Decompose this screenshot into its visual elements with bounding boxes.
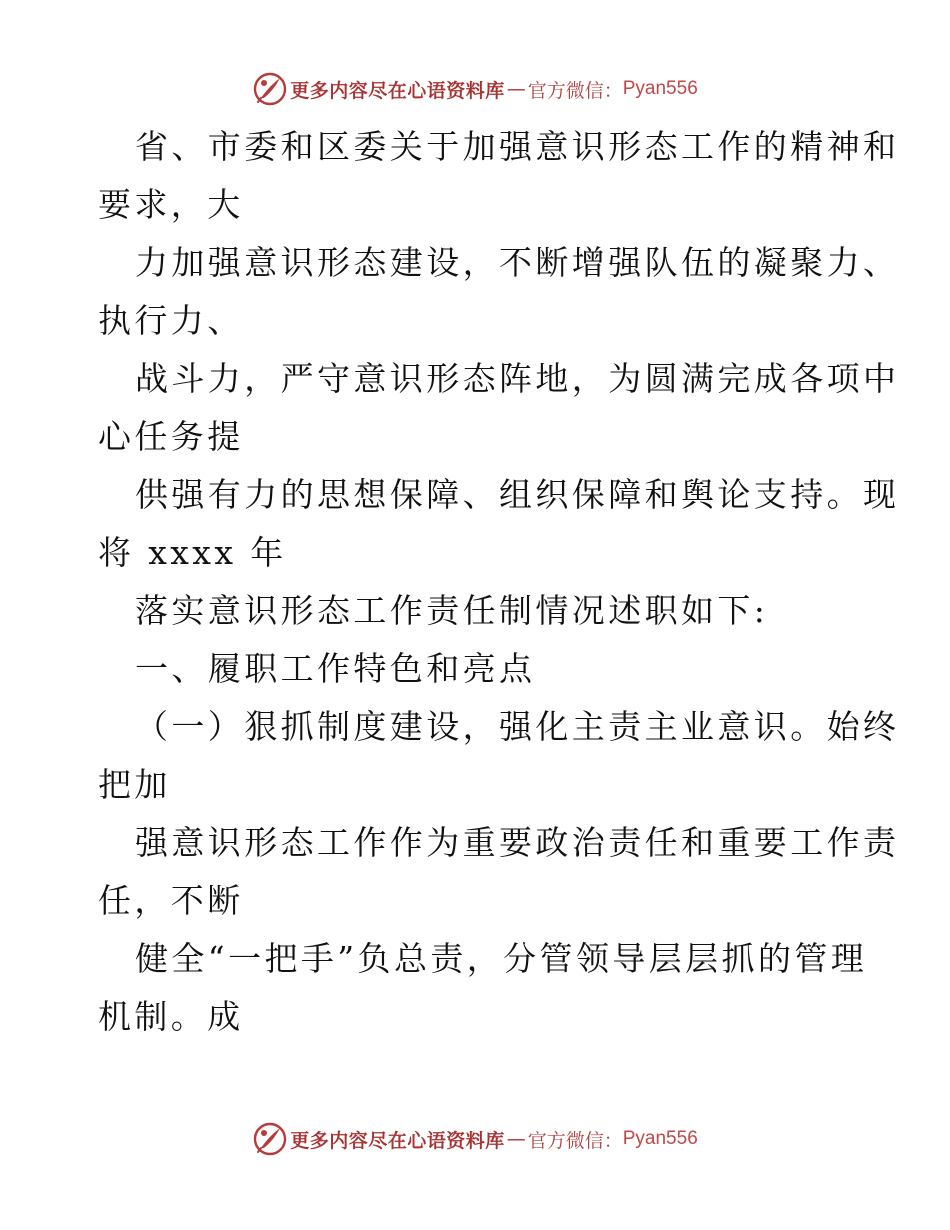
- text-line: 力加强意识形态建设，不断增强队伍的凝聚力、: [135, 243, 900, 282]
- text-line: 强意识形态工作作为重要政治责任和重要工作责: [135, 823, 900, 862]
- header-watermark: [0, 69, 950, 109]
- text-line: 落实意识形态工作责任制情况述职如下:: [135, 591, 769, 630]
- text-line: 任，不断: [98, 881, 244, 920]
- watermark-label: 官方微信：: [527, 79, 623, 102]
- watermark-separator: —: [506, 1128, 526, 1150]
- watermark-label: 官方微信：: [527, 1129, 623, 1152]
- text-line: 战斗力，严守意识形态阵地，为圆满完成各项中: [135, 359, 900, 398]
- text-line: 机制。成: [98, 997, 244, 1036]
- text-line: 健全“一把手”负总责，分管领导层层抓的管理: [135, 939, 868, 978]
- red-quill-logo-icon: [252, 1121, 288, 1157]
- text-line: 将 xxxx 年: [98, 533, 287, 572]
- watermark-site-text: 更多内容尽在心语资料库: [290, 79, 505, 102]
- watermark-wechat-id: Pyan556: [622, 78, 698, 99]
- text-line: 一、履职工作特色和亮点: [135, 649, 536, 688]
- document-body: [98, 118, 900, 1046]
- text-line: 心任务提: [98, 417, 244, 456]
- text-line: 供强有力的思想保障、组织保障和舆论支持。现: [135, 475, 900, 514]
- text-line: 把加: [98, 765, 171, 804]
- watermark-wechat-id: Pyan556: [622, 1128, 698, 1149]
- text-line: 执行力、: [98, 301, 244, 340]
- footer-watermark: [0, 1119, 950, 1159]
- text-line: （一）狠抓制度建设，强化主责主业意识。始终: [135, 707, 900, 746]
- watermark-site-text: 更多内容尽在心语资料库: [290, 1129, 505, 1152]
- red-quill-logo-icon: [252, 71, 288, 107]
- watermark-separator: —: [506, 78, 526, 100]
- text-line: 省、市委和区委关于加强意识形态工作的精神和: [135, 127, 900, 166]
- text-line: 要求，大: [98, 185, 244, 224]
